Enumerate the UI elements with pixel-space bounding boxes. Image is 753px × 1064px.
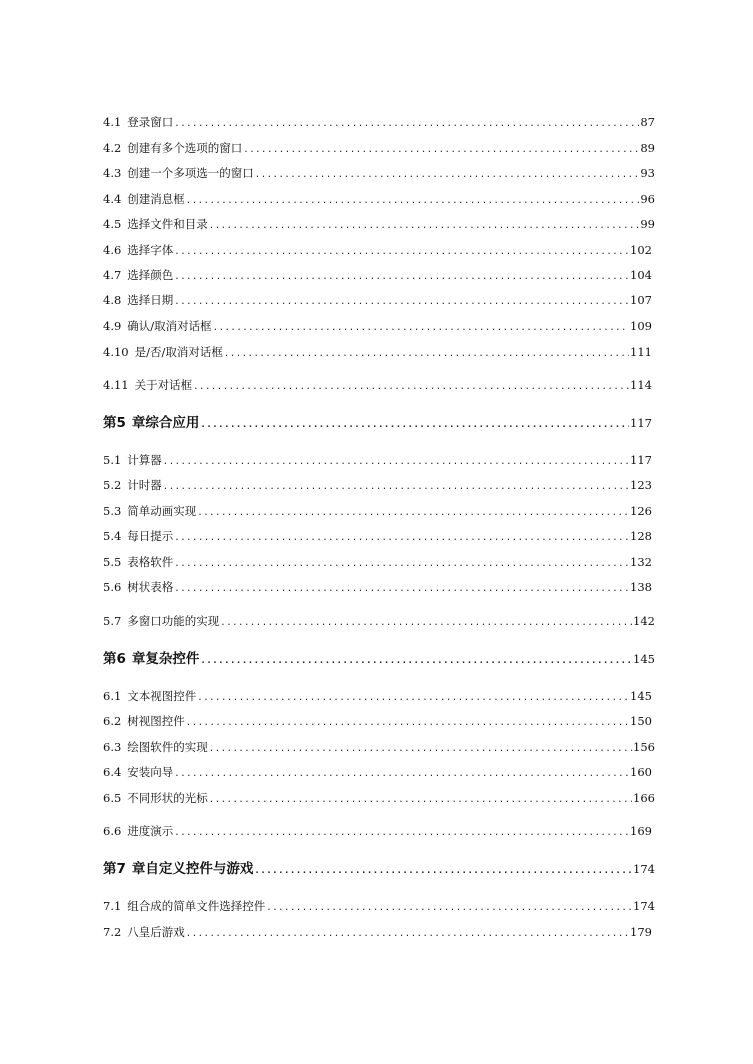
toc-entry-page-number: 102 [630, 243, 652, 257]
toc-entry-title: 多窗口功能的实现 [127, 614, 220, 628]
toc-entry-number: 4.8 [103, 293, 122, 307]
toc-section-entry [103, 452, 652, 470]
toc-entry-number: 6.3 [103, 740, 122, 754]
toc-entry-number: 5.2 [103, 478, 122, 492]
toc-chapter-entry [103, 861, 655, 879]
toc-entry-page-number: 174 [633, 899, 655, 913]
toc-entry-page-number: 179 [630, 925, 652, 939]
toc-entry-number: 4.6 [103, 243, 122, 257]
toc-entry-page-number: 169 [630, 824, 652, 838]
toc-section-entry [103, 613, 655, 631]
dot-leader [220, 615, 632, 631]
toc-entry-page-number: 109 [630, 319, 652, 333]
toc-entry-title: 章自定义控件与游戏 [131, 861, 254, 877]
toc-entry-number: 4.1 [103, 115, 122, 129]
toc-entry-number: 7.1 [103, 899, 122, 913]
toc-entry-number: 6.2 [103, 714, 122, 728]
toc-entry-title: 创建一个多项选一的窗口 [127, 166, 254, 180]
toc-entry-number: 4.4 [103, 192, 122, 206]
toc-entry-number: 4.3 [103, 166, 122, 180]
toc-entry-page-number: 138 [630, 580, 652, 594]
dot-leader [174, 825, 629, 841]
toc-entry-number: 4.10 [103, 345, 129, 359]
toc-entry-title: 选择文件和目录 [127, 217, 208, 231]
toc-section-entry [103, 292, 652, 310]
toc-entry-page-number: 150 [630, 714, 652, 728]
toc-section-entry [103, 688, 652, 706]
toc-entry-title: 简单动画实现 [127, 504, 197, 518]
dot-leader [243, 142, 639, 158]
toc-entry-number: 6.1 [103, 689, 122, 703]
toc-entry-page-number: 89 [640, 141, 655, 155]
toc-section-entry [103, 242, 652, 260]
dot-leader [186, 715, 629, 731]
toc-entry-page-number: 126 [630, 504, 652, 518]
dot-leader [174, 269, 629, 285]
toc-entry-title: 安装向导 [127, 765, 174, 779]
toc-entry-page-number: 99 [640, 217, 655, 231]
dot-leader [200, 653, 632, 669]
toc-entry-title: 每日提示 [127, 529, 174, 543]
toc-entry-title: 八皇后游戏 [127, 925, 185, 939]
dot-leader [209, 792, 632, 808]
toc-entry-page-number: 123 [630, 478, 652, 492]
dot-leader [163, 479, 629, 495]
dot-leader [209, 741, 632, 757]
toc-entry-number: 6.6 [103, 824, 122, 838]
dot-leader [197, 505, 629, 521]
toc-entry-title: 章复杂控件 [131, 651, 200, 667]
toc-entry-title: 确认/取消对话框 [127, 319, 212, 333]
toc-entry-page-number: 128 [630, 529, 652, 543]
toc-section-entry [103, 114, 655, 132]
toc-section-entry [103, 764, 652, 782]
toc-section-entry [103, 823, 652, 841]
dot-leader [266, 900, 632, 916]
toc-section-entry [103, 924, 652, 942]
toc-entry-title: 选择日期 [127, 293, 174, 307]
dot-leader [200, 417, 629, 433]
toc-entry-title: 进度演示 [127, 824, 174, 838]
toc-entry-page-number: 93 [640, 166, 655, 180]
dot-leader [224, 346, 629, 362]
toc-entry-page-number: 174 [633, 862, 655, 876]
toc-entry-page-number: 104 [630, 268, 652, 282]
dot-leader [174, 530, 629, 546]
toc-entry-page-number: 117 [630, 453, 652, 467]
toc-entry-number: 5.3 [103, 504, 122, 518]
toc-entry-title: 树状表格 [127, 580, 174, 594]
toc-section-entry [103, 344, 652, 362]
dot-leader [193, 379, 629, 395]
dot-leader [174, 244, 629, 260]
dot-leader [174, 116, 639, 132]
toc-section-entry [103, 165, 655, 183]
toc-entry-page-number: 107 [630, 293, 652, 307]
dot-leader [174, 294, 629, 310]
toc-entry-title: 组合成的简单文件选择控件 [127, 899, 266, 913]
toc-section-entry [103, 477, 652, 495]
toc-section-entry [103, 739, 655, 757]
dot-leader [254, 863, 632, 879]
dot-leader [174, 766, 629, 782]
toc-entry-title: 树视图控件 [127, 714, 185, 728]
toc-entry-title: 文本视图控件 [127, 689, 197, 703]
toc-entry-number: 4.7 [103, 268, 122, 282]
toc-section-entry [103, 140, 655, 158]
dot-leader [186, 193, 640, 209]
toc-entry-page-number: 145 [630, 689, 652, 703]
dot-leader [213, 320, 629, 336]
toc-section-entry [103, 713, 652, 731]
toc-entry-title: 表格软件 [127, 555, 174, 569]
toc-entry-page-number: 160 [630, 765, 652, 779]
dot-leader [186, 926, 629, 942]
toc-entry-page-number: 111 [630, 345, 652, 359]
toc-entry-number: 5.7 [103, 614, 122, 628]
toc-entry-page-number: 117 [630, 416, 652, 430]
toc-section-entry [103, 318, 652, 336]
toc-section-entry [103, 554, 652, 572]
toc-entry-number: 第6 [103, 651, 126, 667]
toc-entry-number: 5.5 [103, 555, 122, 569]
toc-entry-page-number: 156 [633, 740, 655, 754]
toc-entry-number: 第7 [103, 861, 126, 877]
toc-entry-title: 绘图软件的实现 [127, 740, 208, 754]
toc-entry-number: 5.6 [103, 580, 122, 594]
toc-entry-number: 5.1 [103, 453, 122, 467]
dot-leader [174, 581, 629, 597]
toc-entry-number: 5.4 [103, 529, 122, 543]
toc-section-entry [103, 528, 652, 546]
dot-leader [255, 167, 640, 183]
toc-entry-title: 登录窗口 [127, 115, 174, 129]
toc-entry-page-number: 132 [630, 555, 652, 569]
toc-entry-number: 7.2 [103, 925, 122, 939]
toc-entry-page-number: 87 [640, 115, 655, 129]
toc-entry-number: 4.11 [103, 378, 129, 392]
dot-leader [174, 556, 629, 572]
toc-entry-page-number: 145 [633, 652, 655, 666]
toc-entry-page-number: 96 [640, 192, 655, 206]
toc-entry-title: 关于对话框 [134, 378, 193, 392]
toc-entry-title: 计时器 [127, 478, 162, 492]
toc-entry-title: 计算器 [127, 453, 162, 467]
toc-entry-number: 4.2 [103, 141, 122, 155]
toc-section-entry [103, 216, 655, 234]
toc-entry-title: 创建有多个选项的窗口 [127, 141, 243, 155]
toc-entry-title: 是/否/取消对话框 [134, 345, 223, 359]
dot-leader [197, 690, 629, 706]
toc-entry-title: 选择颜色 [127, 268, 174, 282]
toc-entry-number: 4.5 [103, 217, 122, 231]
toc-entry-title: 章综合应用 [131, 415, 200, 431]
toc-entry-page-number: 114 [630, 378, 652, 392]
toc-entry-page-number: 142 [633, 614, 655, 628]
toc-section-entry [103, 898, 655, 916]
toc-entry-page-number: 166 [633, 791, 655, 805]
dot-leader [209, 218, 640, 234]
toc-entry-number: 4.9 [103, 319, 122, 333]
toc-section-entry [103, 267, 652, 285]
toc-chapter-entry [103, 415, 652, 433]
toc-entry-number: 6.4 [103, 765, 122, 779]
toc-entry-title: 不同形状的光标 [127, 791, 208, 805]
toc-section-entry [103, 377, 652, 395]
toc-entry-title: 创建消息框 [127, 192, 185, 206]
toc-entry-number: 6.5 [103, 791, 122, 805]
toc-section-entry [103, 790, 655, 808]
toc-section-entry [103, 191, 655, 209]
toc-entry-title: 选择字体 [127, 243, 174, 257]
toc-chapter-entry [103, 651, 655, 669]
toc-entry-number: 第5 [103, 415, 126, 431]
toc-section-entry [103, 503, 652, 521]
toc-section-entry [103, 579, 652, 597]
dot-leader [163, 454, 629, 470]
